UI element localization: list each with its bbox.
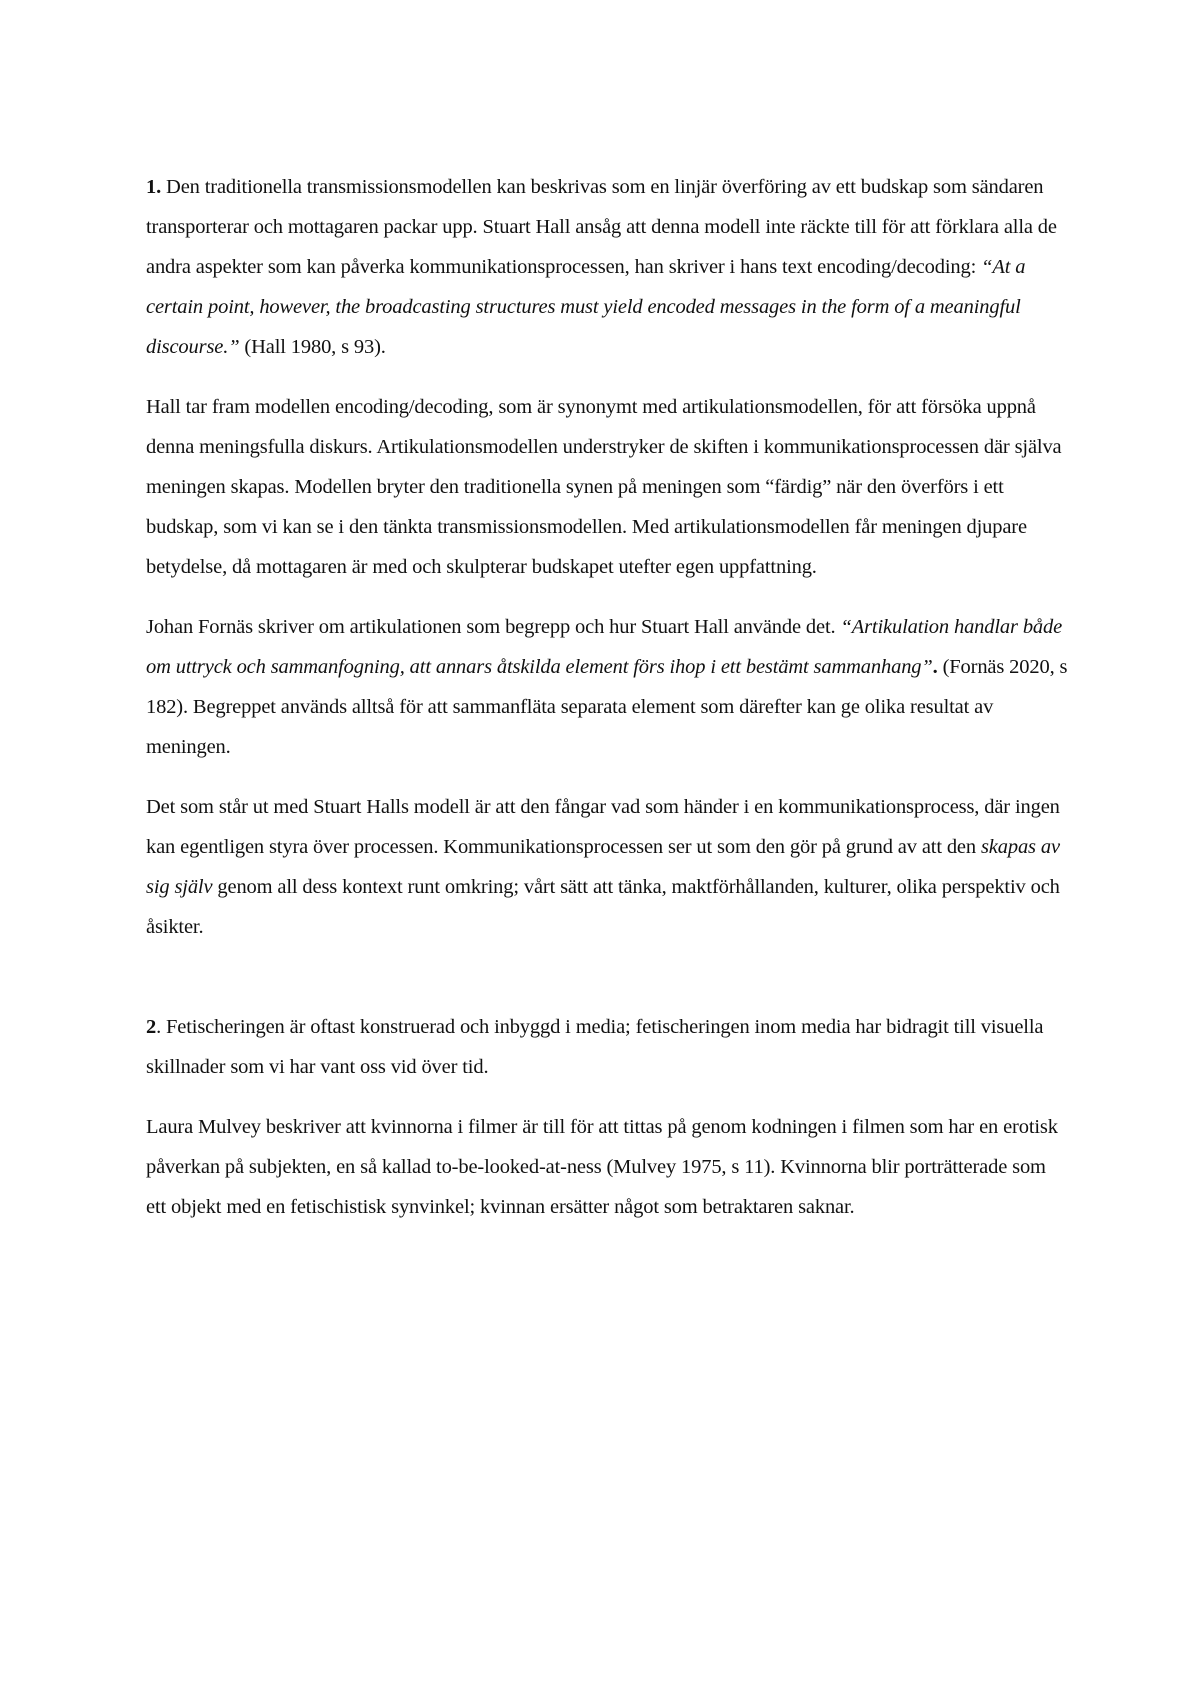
section-2-number: 2 — [146, 1016, 157, 1038]
section-1-intro-text: Den traditionella transmissionsmodellen kan beskrivas som en linjär överföring av ett budskap som sändaren transporterar och mottagaren packar upp. Stuart Hall ansåg att denna modell inte räckte till för att förklara alla de andra aspekter som kan påverka kommunikationsprocessen, han skriver i hans text encoding/decoding: — [146, 176, 1057, 278]
section-2-intro-text: . Fetischeringen är oftast konstruerad och inbyggd i media; fetischeringen inom media har bidragit till visuella skillnader som vi har vant oss vid över tid. — [146, 1016, 1044, 1078]
document-page — [146, 167, 1070, 1247]
section-1-number: 1. — [146, 176, 162, 198]
hall-citation: (Hall 1980, s 93). — [239, 336, 386, 358]
section-2-paragraph-1 — [146, 1007, 1070, 1087]
section-1-paragraph-1 — [146, 167, 1070, 367]
halls-model-text: Det som står ut med Stuart Halls modell är att den fångar vad som händer i en kommunikationsprocess, där ingen kan egentligen styra över processen. Kommunikationsprocessen ser ut som den gör på grund av att den — [146, 796, 1060, 858]
fornas-quote: “Artikulation handlar både om uttryck och sammanfogning, att annars åtskilda element förs ihop i ett bestämt sammanhang” — [146, 616, 1063, 678]
halls-model-text-end: genom all dess kontext runt omkring; vårt sätt att tänka, maktförhållanden, kulturer, olika perspektiv och åsikter. — [146, 876, 1060, 938]
section-1-paragraph-2: Hall tar fram modellen encoding/decoding, som är synonymt med artikulationsmodellen, för att försöka uppnå denna meningsfulla diskurs. Artikulationsmodellen understryker de skiften i kommunikationsprocessen där själva meningen skapas. Modellen bryter den traditionella synen på meningen som “färdig” när den överförs i ett budskap, som vi kan se i den tänkta transmissionsmodellen. Med artikulationsmodellen får meningen djupare betydelse, då mottagaren är med och skulpterar budskapet utefter egen uppfattning. — [146, 396, 1062, 578]
fornas-intro-text: Johan Fornäs skriver om artikulationen som begrepp och hur Stuart Hall använde det. — [146, 616, 841, 638]
hall-quote: “At a certain point, however, the broadcasting structures must yield encoded messages in the form of a meaningful discourse.” — [146, 256, 1026, 358]
fornas-quote-end: . — [932, 656, 938, 678]
section-1-paragraph-4 — [146, 787, 1070, 947]
section-spacer — [146, 967, 1070, 1007]
fornas-citation-text: (Fornäs 2020, s 182). Begreppet används alltså för att sammanfläta separata element som därefter kan ge olika resultat av meningen. — [146, 656, 1068, 758]
section-2-paragraph-2: Laura Mulvey beskriver att kvinnorna i filmer är till för att tittas på genom kodningen i filmen som har en erotisk påverkan på subjekten, en så kallad to-be-looked-at-ness (Mulvey 1975, s 11). Kvinnorna blir porträtterade som ett objekt med en fetischistisk synvinkel; kvinnan ersätter något som betraktaren saknar. — [146, 1116, 1058, 1218]
section-1-paragraph-3 — [146, 607, 1070, 767]
emphasis-text: skapas av sig själv — [146, 836, 1060, 898]
